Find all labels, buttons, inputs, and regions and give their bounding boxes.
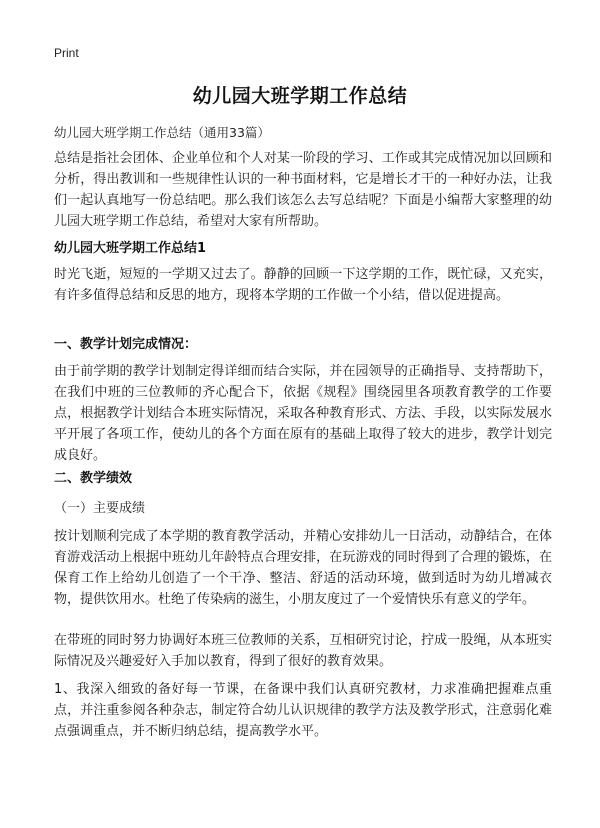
section1-title: 幼儿园大班学期工作总结1 <box>54 241 207 256</box>
print-label: Print <box>54 46 79 60</box>
document-title: 幼儿园大班学期工作总结 <box>192 85 408 107</box>
achievements-paragraph: 按计划顺利完成了本学期的教育教学活动，并精心安排幼儿一日活动，动静结合，在体育游戏活动上根据中班幼儿年龄特点合理安排，在玩游戏的同时得到了合理的锻炼，在保育工作上给幼儿创造了一个干净、整洁、舒适的活动环境，做到适时为幼儿增减衣物，提供饮用水。杜绝了传染病的滋生，小朋友度过了一个爱情快乐有意义的学年。 <box>54 529 552 607</box>
section1-paragraph: 时光飞逝，短短的一学期又过去了。静静的回顾一下这学期的工作，既忙碌，又充实，有许多值得总结和反思的地方，现将本学期的工作做一个小结，借以促进提高。 <box>54 267 552 303</box>
heading-teaching-plan: 一、教学计划完成情况： <box>54 337 198 352</box>
teaching-plan-paragraph: 由于前学期的教学计划制定得详细而结合实际，并在园领导的正确指导、支持帮助下，在我们中班的三位教师的齐心配合下，依据《规程》围绕园里各项教育教学的工作要点，根据教学计划结合本班实际情况，采取各种教育形式、方法、手段，以实际发展水平开展了各项工作，使幼儿的各个方面在原有的基础上取得了较大的进步，教学计划完成良好。 <box>54 364 552 463</box>
cooperation-paragraph: 在带班的同时努力协调好本班三位教师的关系，互相研究讨论，拧成一股绳，从本班实际情况及兴趣爱好入手加以教育，得到了很好的教育效果。 <box>54 633 552 669</box>
subheading-main-achievements: （一）主要成绩 <box>54 501 146 516</box>
intro-paragraph: 总结是指社会团体、企业单位和个人对某一阶段的学习、工作或其完成情况加以回顾和分析，得出教训和一些规律性认识的一种书面材料，它是增长才干的一种好办法，让我们一起认真地写一份总结吧。那么我们该怎么去写总结呢？下面是小编帮大家整理的幼儿园大班学期工作总结，希望对大家有所帮助。 <box>54 151 552 229</box>
heading-teaching-performance: 二、教学绩效 <box>54 471 133 486</box>
lesson-prep-paragraph: 1、我深入细致的备好每一节课，在备课中我们认真研究教材，力求准确把握难点重点，并注重参阅各种杂志，制定符合幼儿认识规律的教学方法及教学形式，注意弱化难点强调重点，并不断归纳总结，提高教学水平。 <box>54 682 552 739</box>
document-subtitle: 幼儿园大班学期工作总结（通用33篇） <box>54 125 270 140</box>
